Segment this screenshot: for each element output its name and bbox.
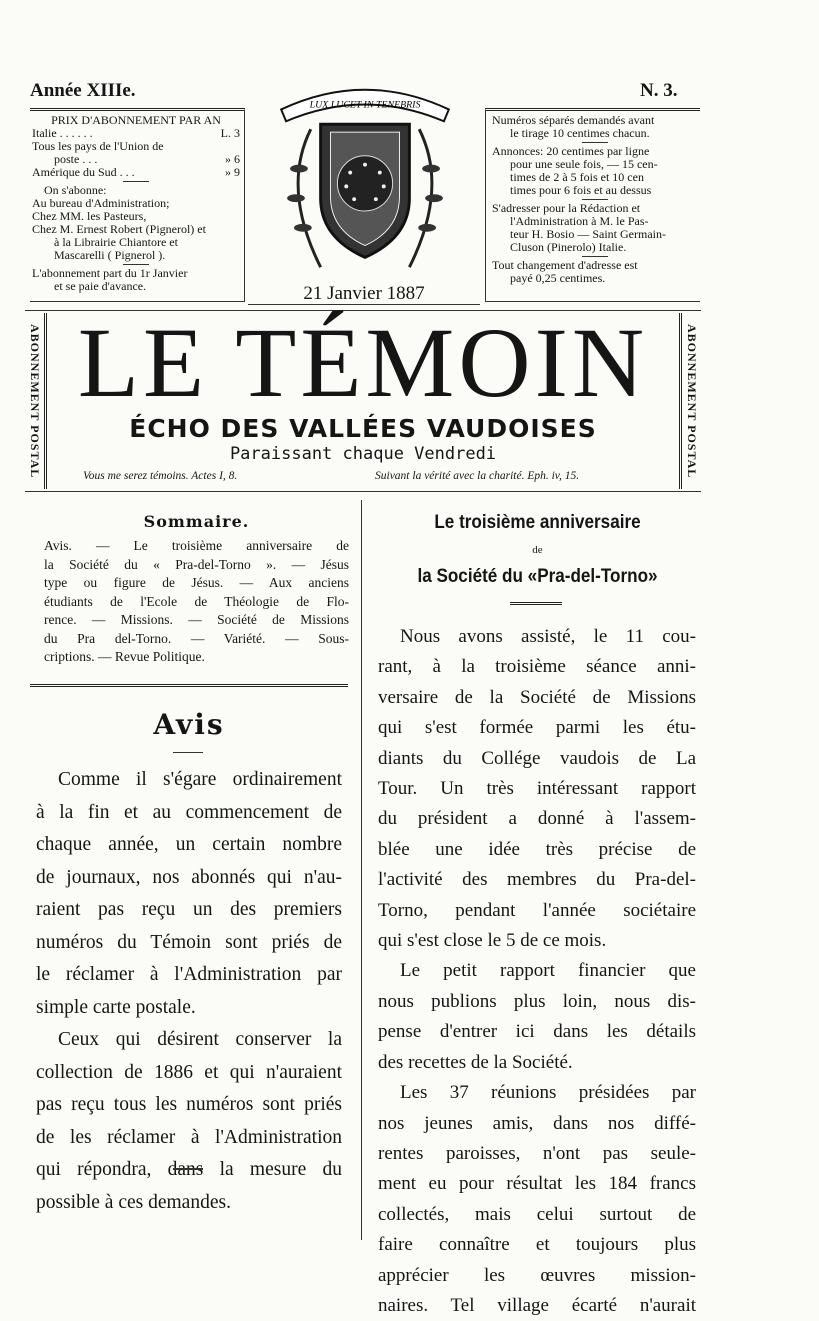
subscription-box — [30, 108, 245, 302]
avis-line: raient pas reçu un des premiers — [36, 899, 342, 920]
price-label: Italie . . . . . . — [32, 126, 93, 140]
notice-line: times de 2 à 5 fois et 10 cen — [510, 170, 644, 184]
avis-line: possible à ces demandes. — [36, 1191, 231, 1213]
motto-right: Suivant la vérité avec la charité. Eph. iv, 15. — [375, 470, 580, 482]
notices-box — [485, 108, 700, 302]
article-line: Les 37 réunions présidées par — [400, 1082, 696, 1104]
divider — [173, 752, 203, 753]
side-label-left: ABONNEMENT POSTAL — [27, 313, 47, 489]
notice-line: Annonces: 20 centimes par ligne — [492, 144, 650, 158]
subscription-title: PRIX D'ABONNEMENT PAR AN — [51, 113, 221, 127]
avis-line: numéros du Témoin sont priés de — [36, 931, 342, 953]
emblem-logo — [250, 70, 480, 282]
masthead-subtitle: ÉCHO DES VALLÉES VAUDOISES — [129, 414, 597, 443]
subscription-line: Chez MM. les Pasteurs, — [32, 209, 147, 223]
notice-line: S'adresser pour la Rédaction et — [492, 201, 641, 215]
article-title-de: de — [532, 544, 543, 556]
subscription-footer-2: et se paie d'avance. — [54, 279, 147, 293]
price-value: » 6 — [225, 152, 240, 166]
subscription-footer-1: L'abonnement part du 1r Janvier — [32, 266, 188, 280]
price-label: poste . . . — [54, 152, 98, 166]
price-value: L. 3 — [220, 126, 240, 140]
subscription-line: à la Librairie Chiantore et — [54, 235, 178, 249]
article-line: rentes paroisses, n'ont pas seule- — [378, 1142, 696, 1164]
price-label: Amérique du Sud . . . — [32, 165, 135, 179]
divider — [173, 1168, 203, 1170]
article-line: rant, à la troisième séance anni- — [378, 656, 696, 678]
avis-title: Avis — [153, 708, 225, 741]
side-label-right: ABONNEMENT POSTAL — [679, 313, 699, 489]
article-line: apprécier les œuvres mission- — [378, 1264, 696, 1286]
article-line: nos jeunes amis, dans nos diffé- — [378, 1112, 696, 1134]
price-value: » 9 — [225, 165, 240, 179]
article-line: faire connaître et toujours plus — [378, 1234, 696, 1256]
sommaire-line: criptions. — Revue Politique. — [44, 649, 205, 664]
avis-line: Comme il s'égare ordinairement — [58, 769, 342, 790]
article-line: Nous avons assisté, le 11 cou- — [400, 626, 696, 647]
avis-line: de les réclamer à l'Administration — [36, 1126, 342, 1148]
divider — [510, 602, 562, 605]
divider — [123, 181, 149, 182]
article-title-2: la Société du «Pra-del-Torno» — [417, 566, 658, 587]
divider — [582, 256, 608, 257]
masthead-title: LE TÉMOIN — [77, 307, 649, 418]
motto-left: Vous me serez témoins. Actes I, 8. — [83, 470, 238, 482]
avis-line: Ceux qui désirent conserver la — [58, 1029, 342, 1050]
notice-line: Cluson (Pinerolo) Italie. — [510, 240, 627, 254]
sommaire-section — [44, 512, 349, 667]
article-line: Tour. Un très intéressant rapport — [378, 778, 696, 800]
sommaire-line: étudiants de l'Ecole de Théologie de Flo- — [44, 593, 349, 609]
article-line: naires. Tel village écarté n'aurait — [378, 1294, 696, 1316]
divider — [582, 142, 608, 143]
article-line: collectés, mais celui surtout de — [378, 1203, 696, 1225]
sommaire-title: Sommaire. — [143, 512, 250, 531]
notice-line: payé 0,25 centimes. — [510, 271, 606, 285]
year-label: Année XIIIe. — [30, 80, 136, 101]
sommaire-line: type ou figure de Jésus. — Aux anciens — [44, 575, 349, 590]
article-line: du président a donné à l'assem- — [378, 808, 696, 830]
avis-line: le réclamer à l'Administration par — [36, 964, 342, 985]
avis-line: à la fin et au commencement de — [36, 801, 342, 823]
divider — [30, 684, 348, 687]
article-line: blée une idée très précise de — [378, 838, 696, 860]
svg-text:LUX LUCET IN TENEBRIS: LUX LUCET IN TENEBRIS — [309, 99, 421, 111]
article-line: nous publions plus loin, nous dis- — [378, 990, 696, 1012]
article-line: Le petit rapport financier que — [400, 960, 696, 982]
notice-line: l'Administration à M. le Pas- — [510, 214, 649, 228]
masthead-frequency: Paraissant chaque Vendredi — [229, 444, 497, 464]
issue-number: N. 3. — [640, 80, 678, 101]
avis-line: qui répondra, dans la mesure du — [36, 1159, 342, 1180]
masthead — [25, 307, 701, 492]
article-line: diants du Collége vaudois de La — [378, 747, 696, 769]
article-line: des recettes de la Société. — [378, 1051, 573, 1073]
sommaire-line: du Pra del-Torno. — Variété. — Sous- — [44, 630, 349, 646]
avis-line: simple carte postale. — [36, 996, 196, 1018]
subscription-line: Chez M. Ernest Robert (Pignerol) et — [32, 222, 206, 236]
article-line: qui s'est formée parmi les étu- — [378, 717, 696, 739]
sommaire-line: rence. — Missions. — Société de Missions — [44, 612, 349, 627]
sommaire-line: Avis. — Le troisième anniversaire de — [44, 538, 349, 553]
issue-date: 21 Janvier 1887 — [248, 283, 480, 305]
notice-line: Numéros séparés demandés avant — [492, 113, 655, 127]
subscription-line: Mascarelli ( Pignerol ). — [54, 248, 166, 262]
price-row — [32, 166, 240, 179]
notice-line: times pour 6 fois et au dessus — [510, 183, 652, 197]
avis-line: de journaux, nos abonnés qui n'au- — [36, 866, 342, 888]
article-title: Le troisième anniversaire — [434, 512, 641, 533]
article-line: ment eu pour résultat les 184 francs — [378, 1173, 696, 1195]
avis-line: collection de 1886 et qui n'auraient — [36, 1061, 342, 1083]
divider — [582, 199, 608, 200]
article-line: Torno, pendant l'année sociétaire — [378, 899, 696, 921]
avis-line: chaque année, un certain nombre — [36, 834, 342, 855]
notice-line: Tout changement d'adresse est — [492, 258, 638, 272]
notice-line: pour une seule fois, — 15 cen- — [510, 157, 658, 171]
column-divider — [361, 500, 362, 1240]
article-line: l'activité des membres du Pra-del- — [378, 869, 696, 891]
article-line: pense d'entrer ici dans les détails — [378, 1021, 696, 1043]
avis-line: pas reçu tous les numéros sont priés — [36, 1094, 342, 1115]
subscription-line: Au bureau d'Administration; — [32, 196, 170, 210]
article-line: qui s'est close le 5 de ce mois. — [378, 930, 607, 952]
divider — [123, 264, 149, 265]
notice-line: teur H. Bosio — Saint Germain- — [510, 227, 666, 241]
article-line: versaire de la Société de Missions — [378, 686, 696, 708]
sommaire-line: la Société du « Pra-del-Torno ». — Jésus — [44, 556, 349, 572]
notice-line: le tirage 10 centimes chacun. — [510, 126, 650, 140]
price-label: Tous les pays de l'Union de — [32, 139, 164, 153]
subscription-line: On s'abonne: — [44, 183, 107, 197]
